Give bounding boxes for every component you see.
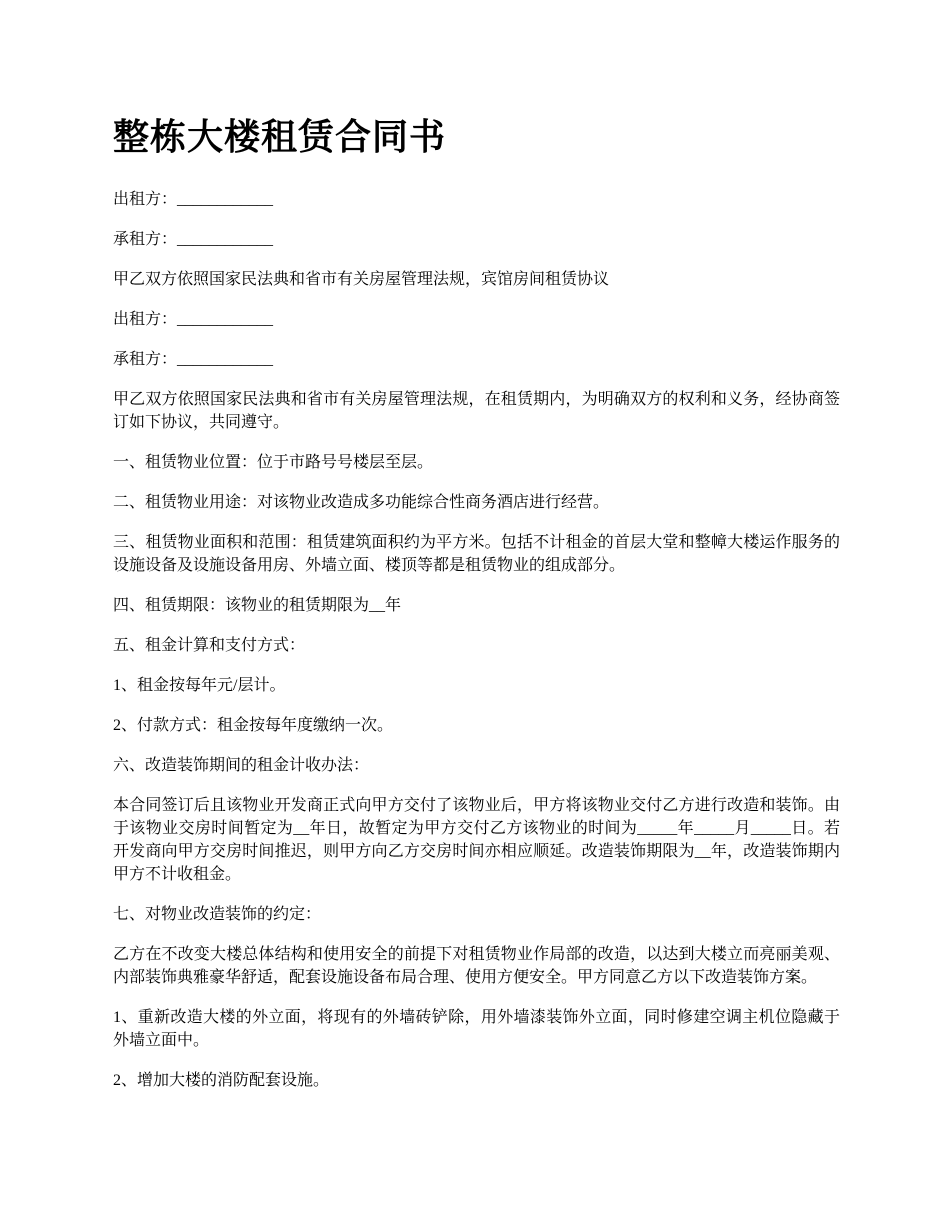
- lessor-line: 出租方：____________: [113, 191, 274, 208]
- lessee-line-2: 承租方：____________: [113, 351, 274, 368]
- clause-7-heading: 七、对物业改造装饰的约定：: [113, 906, 322, 923]
- document-page: [113, 112, 840, 1109]
- clause-7-body: 乙方在不改变大楼总体结构和使用安全的前提下对租赁物业作局部的改造，以达到大楼立而亮丽美观、内部装饰典雅豪华舒适，配套设施设备布局合理、使用方便安全。甲方同意乙方以下改造装饰方案。: [113, 946, 840, 986]
- preamble-paragraph: 甲乙双方依照国家民法典和省市有关房屋管理法规，在租赁期内，为明确双方的权利和义务，经协商签订如下协议，共同遵守。: [113, 391, 840, 431]
- intro-paragraph: 甲乙双方依照国家民法典和省市有关房屋管理法规，宾馆房间租赁协议: [113, 271, 610, 288]
- clause-5-item-2: 2、付款方式：租金按每年度缴纳一次。: [113, 717, 394, 734]
- lessee-line: 承租方：____________: [113, 231, 274, 248]
- clause-7-item-1: 1、重新改造大楼的外立面，将现有的外墙砖铲除，用外墙漆装饰外立面，同时修建空调主机位隐藏于外墙立面中。: [113, 1009, 840, 1049]
- clause-2-usage: 二、租赁物业用途：对该物业改造成多功能综合性商务酒店进行经营。: [113, 494, 610, 511]
- clause-3-area: 三、租赁物业面积和范围：租赁建筑面积约为平方米。包括不计租金的首层大堂和整幛大楼运作服务的设施设备及设施设备用房、外墙立面、楼顶等都是租赁物业的组成部分。: [113, 534, 840, 574]
- clause-4-term: 四、租赁期限：该物业的租赁期限为__年: [113, 597, 402, 614]
- clause-7-item-2: 2、增加大楼的消防配套设施。: [113, 1072, 330, 1089]
- document-title: 整栋大楼租赁合同书: [113, 117, 447, 157]
- clause-6-body: 本合同签订后且该物业开发商正式向甲方交付了该物业后，甲方将该物业交付乙方进行改造和装饰。由于该物业交房时间暂定为__年日，故暂定为甲方交付乙方该物业的时间为_____年_____月_____日。若开发商向甲方交房时间推迟，则甲方向乙方交房时间亦相应顺延。改造装饰期限为__年，改造装饰期内甲方不计收租金。: [113, 797, 840, 883]
- clause-1-location: 一、租赁物业位置：位于市路号号楼层至层。: [113, 454, 434, 471]
- clause-5-rent-heading: 五、租金计算和支付方式：: [113, 637, 306, 654]
- clause-6-heading: 六、改造装饰期间的租金计收办法：: [113, 757, 370, 774]
- lessor-line-2: 出租方：____________: [113, 311, 274, 328]
- clause-5-item-1: 1、租金按每年元/层计。: [113, 677, 286, 694]
